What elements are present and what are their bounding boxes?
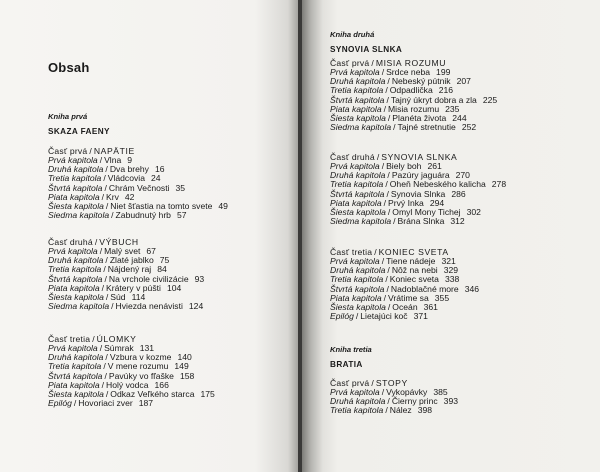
separator-slash: / [383,103,386,114]
book-label: Kniha druhá [330,30,375,39]
part-title: SYNOVIA SLNKA [381,152,458,162]
chapter-title: Nadoblačné more [390,283,459,294]
part-section [48,238,204,311]
chapter-title: Odkaz Veľkého starca [110,388,195,399]
chapter-title: Hviezda nenávisti [115,301,183,312]
toc-entry [330,312,479,321]
toc-entry [330,217,506,226]
separator-slash: / [99,155,103,166]
page-number: 75 [159,255,170,266]
page-number: 252 [461,122,477,133]
toc-entry [48,211,228,220]
toc-title: Obsah [48,60,90,75]
page-number: 294 [429,197,445,208]
part-label: Časť tretia [48,334,91,344]
page-number: 114 [131,291,146,302]
chapter-label: Štvrtá kapitola [48,370,103,381]
separator-slash: / [387,170,390,181]
page-number: 346 [464,283,480,294]
part-title: MISIA ROZUMU [375,58,447,68]
page-number: 261 [427,161,442,172]
page-number: 286 [451,188,466,199]
separator-slash: / [381,256,385,267]
separator-slash: / [371,378,374,388]
chapter-title: Súd [110,291,126,302]
chapter-label: Šiesta kapitola [48,388,104,399]
chapter-title: Pavúky vo fľaške [108,370,174,381]
chapter-label: Prvá kapitola [330,256,380,267]
chapter-title: Vrátime sa [388,292,429,303]
separator-slash: / [111,301,114,312]
chapter-label: Šiesta kapitola [330,112,386,123]
page-number: 93 [194,273,205,284]
separator-slash: / [393,122,396,133]
chapter-label: Štvrtá kapitola [330,94,385,105]
chapter-title: Tajné stretnutie [397,122,456,133]
page-number: 35 [175,182,186,193]
separator-slash: / [104,182,107,193]
separator-slash: / [105,200,109,211]
chapter-title: Misia rozumu [388,103,440,114]
part-title: ÚLOMKY [96,334,137,344]
chapter-title: Vzbura v kozme [109,352,172,363]
chapter-title: Krv [106,191,119,202]
separator-slash: / [374,247,377,257]
separator-slash: / [371,58,374,68]
toc-entry [330,406,458,415]
separator-slash: / [101,379,104,390]
chapter-label: Šiesta kapitola [48,291,104,302]
page-number: 270 [455,170,470,181]
chapter-title: Omyl Mony Tichej [392,206,461,217]
separator-slash: / [105,388,109,399]
chapter-title: Nebeský pútnik [391,76,451,87]
chapter-label: Prvá kapitola [330,161,380,172]
separator-slash: / [103,264,106,275]
chapter-title: Nález [389,405,412,416]
chapter-label: Šiesta kapitola [330,301,386,312]
chapter-label: Piata kapitola [48,191,100,202]
part-section [330,59,497,132]
toc-entry [48,399,215,408]
chapter-label: Prvá kapitola [48,246,98,257]
chapter-title: Čierny princ [391,396,438,407]
chapter-label: Epilóg [48,398,72,409]
chapter-label: Štvrtá kapitola [330,188,385,199]
separator-slash: / [383,292,386,303]
separator-slash: / [381,161,385,172]
page-number: 187 [138,398,154,409]
chapter-label: Piata kapitola [48,282,100,293]
book-label: Kniha tretia [330,345,372,354]
part-section [330,153,506,226]
page-number: 67 [146,246,156,257]
separator-slash: / [385,405,388,416]
chapter-title: Prvý Inka [388,197,424,208]
chapter-label: Druhá kapitola [330,170,386,181]
separator-slash: / [386,94,389,105]
separator-slash: / [381,67,385,78]
separator-slash: / [387,206,391,217]
chapter-title: Lietajúci koč [360,311,408,322]
book-label: Kniha prvá [48,112,88,121]
book-heading [330,345,372,370]
chapter-title: Zabudnutý hrb [115,210,171,221]
separator-slash: / [386,188,389,199]
separator-slash: / [104,273,107,284]
separator-slash: / [385,85,388,96]
chapter-title: Hovoriaci zver [78,398,133,409]
page-number: 158 [179,370,195,381]
chapter-label: Druhá kapitola [330,265,386,276]
chapter-label: Šiesta kapitola [48,200,104,211]
separator-slash: / [385,274,388,285]
chapter-label: Piata kapitola [48,379,100,390]
part-label: Časť prvá [48,146,88,156]
part-title: NAPÄTIE [93,146,135,156]
page-number: 175 [200,388,215,399]
separator-slash: / [99,246,103,257]
chapter-title: Holý vodca [106,379,149,390]
chapter-title: Brána Slnka [397,216,445,227]
separator-slash: / [387,76,390,87]
page-number: 49 [218,200,228,211]
chapter-label: Siedma kapitola [48,210,110,221]
separator-slash: / [101,282,104,293]
chapter-title: Vlna [104,155,122,166]
book-title: SKAZA FAENY [48,127,110,136]
page-number: 278 [491,179,507,190]
page-number: 385 [433,387,448,398]
chapter-label: Tretia kapitola [48,173,102,184]
page-number: 312 [450,216,465,227]
part-label: Časť druhá [48,237,93,247]
chapter-label: Tretia kapitola [330,179,384,190]
book-heading [330,30,402,55]
chapter-title: Tiene nádeje [386,256,436,267]
chapter-title: Oheň Nebeského kalicha [389,179,486,190]
separator-slash: / [94,237,98,247]
part-title: KONIEC SVETA [378,247,449,257]
chapter-title: Nájdený raj [107,264,152,275]
separator-slash: / [387,396,390,407]
page-number: 149 [174,361,189,372]
chapter-label: Siedma kapitola [48,301,110,312]
chapter-label: Prvá kapitola [330,67,380,78]
chapter-title: Koniec sveta [389,274,439,285]
page-number: 104 [166,282,182,293]
page-number: 398 [417,405,433,416]
chapter-label: Šiesta kapitola [330,206,386,217]
chapter-title: Tajný úkryt dobra a zla [390,94,477,105]
separator-slash: / [385,179,388,190]
page-number: 16 [154,164,165,175]
separator-slash: / [387,112,391,123]
chapter-label: Tretia kapitola [330,85,384,96]
chapter-label: Prvá kapitola [48,155,98,166]
page-number: 199 [436,67,451,78]
page-number: 321 [441,256,456,267]
part-section [48,335,215,408]
book-title: SYNOVIA SLNKA [330,45,403,54]
separator-slash: / [92,334,95,344]
separator-slash: / [386,283,389,294]
page-number: 166 [154,379,169,390]
chapter-label: Piata kapitola [330,292,382,303]
chapter-title: Chrám Večnosti [108,182,170,193]
chapter-label: Siedma kapitola [330,122,392,133]
part-title: VÝBUCH [99,237,139,247]
chapter-title: Pazúry jaguára [391,170,450,181]
separator-slash: / [387,265,390,276]
page-number: 393 [443,396,459,407]
part-label: Časť druhá [330,152,375,162]
separator-slash: / [103,361,106,372]
separator-slash: / [376,152,380,162]
page-number: 84 [157,264,167,275]
chapter-title: Vládcovia [107,173,145,184]
separator-slash: / [99,343,103,354]
separator-slash: / [103,173,106,184]
chapter-title: V mene rozumu [107,361,169,372]
page-number: 131 [139,343,155,354]
chapter-label: Štvrtá kapitola [48,182,103,193]
chapter-label: Siedma kapitola [330,216,392,227]
book-heading [48,112,110,137]
separator-slash: / [89,146,92,156]
chapter-title: Dva brehy [109,164,149,175]
toc-entry [330,123,497,132]
separator-slash: / [393,216,396,227]
page-number: 140 [177,352,192,363]
page-number: 338 [444,274,460,285]
chapter-title: Zlaté jablko [109,255,154,266]
page-number: 216 [438,85,454,96]
chapter-title: Malý svet [104,246,141,257]
chapter-title: Súmrak [104,343,134,354]
page-number: 9 [127,155,133,166]
part-label: Časť prvá [330,58,370,68]
page-number: 302 [466,206,481,217]
chapter-title: Planéta života [392,112,447,123]
page-number: 329 [443,265,459,276]
page-number: 57 [176,210,187,221]
chapter-label: Druhá kapitola [330,76,386,87]
page-number: 225 [482,94,498,105]
chapter-title: Nôž na nebi [391,265,438,276]
separator-slash: / [383,197,386,208]
chapter-title: Biely boh [386,161,422,172]
chapter-label: Tretia kapitola [330,274,384,285]
part-section [330,248,479,321]
chapter-label: Tretia kapitola [330,405,384,416]
chapter-title: Odpadlička [389,85,433,96]
right-page [302,0,600,472]
page-number: 207 [456,76,471,87]
page-number: 355 [434,292,450,303]
chapter-label: Druhá kapitola [48,164,104,175]
page-number: 361 [423,301,438,312]
separator-slash: / [105,291,109,302]
separator-slash: / [104,370,107,381]
chapter-label: Prvá kapitola [330,387,380,398]
page-number: 235 [445,103,460,114]
page-number: 244 [452,112,467,123]
part-label: Časť tretia [330,247,373,257]
part-label: Časť prvá [330,378,370,388]
chapter-title: Krátery v púšti [106,282,161,293]
chapter-title: Vykopávky [386,387,428,398]
chapter-label: Druhá kapitola [48,255,104,266]
page-number: 24 [151,173,161,184]
chapter-title: Na vrchole civilizácie [108,273,189,284]
separator-slash: / [105,164,108,175]
page-number: 42 [124,191,135,202]
toc-entry [48,302,204,311]
chapter-label: Druhá kapitola [48,352,104,363]
chapter-title: Synovia Slnka [390,188,446,199]
page-number: 371 [413,311,428,322]
separator-slash: / [381,387,385,398]
chapter-label: Piata kapitola [330,103,382,114]
part-section [330,379,458,416]
separator-slash: / [111,210,114,221]
chapter-label: Tretia kapitola [48,361,102,372]
part-section [48,147,228,220]
separator-slash: / [73,398,77,409]
chapter-label: Štvrtá kapitola [330,283,385,294]
chapter-label: Tretia kapitola [48,264,102,275]
chapter-label: Štvrtá kapitola [48,273,103,284]
chapter-label: Epilóg [330,311,354,322]
separator-slash: / [355,311,359,322]
chapter-label: Druhá kapitola [330,396,386,407]
separator-slash: / [387,301,391,312]
chapter-title: Srdce neba [386,67,431,78]
chapter-title: Oceán [392,301,418,312]
chapter-title: Niet šťastia na tomto svete [110,200,213,211]
chapter-label: Piata kapitola [330,197,382,208]
book-title: BRATIA [330,360,363,369]
part-title: STOPY [375,378,408,388]
page-number: 124 [188,301,204,312]
separator-slash: / [105,352,108,363]
separator-slash: / [105,255,108,266]
separator-slash: / [101,191,104,202]
chapter-label: Prvá kapitola [48,343,98,354]
